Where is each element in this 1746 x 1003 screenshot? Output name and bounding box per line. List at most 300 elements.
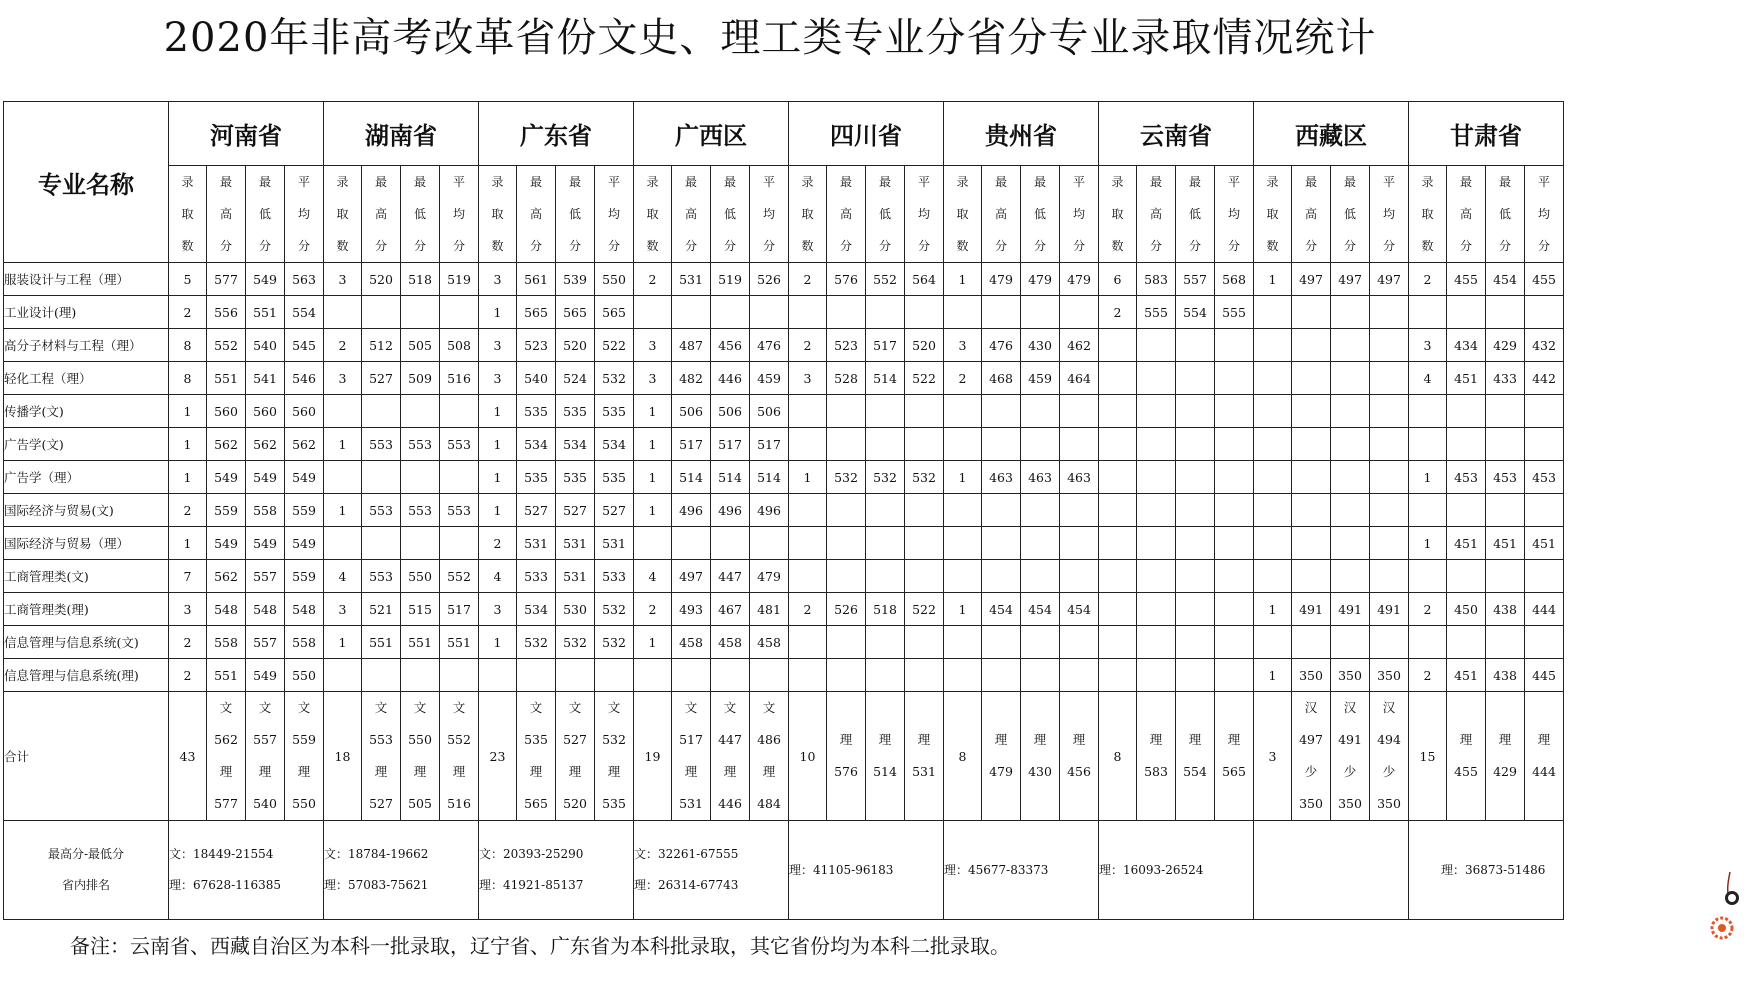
score-cell: 554 (1176, 296, 1215, 329)
score-cell: 514 (866, 362, 905, 395)
score-cell (1176, 461, 1215, 494)
score-cell (982, 428, 1021, 461)
total-score-cell: 理 583 (1137, 692, 1176, 821)
score-cell (362, 461, 401, 494)
score-cell (827, 560, 866, 593)
score-cell (1292, 461, 1331, 494)
score-cell: 517 (440, 593, 479, 626)
score-cell: 565 (595, 296, 634, 329)
score-cell: 463 (1060, 461, 1099, 494)
score-cell: 447 (711, 560, 750, 593)
rank-cell: 文：20393-25290 理：41921-85137 (479, 821, 634, 920)
column-subheader: 平 均 分 (1215, 166, 1254, 263)
table-row (4, 560, 1564, 593)
major-name: 工商管理类(文) (4, 560, 169, 593)
score-cell: 534 (595, 428, 634, 461)
score-cell: 1 (944, 461, 982, 494)
score-cell: 560 (285, 395, 324, 428)
column-subheader: 最 高 分 (1292, 166, 1331, 263)
score-cell: 520 (362, 263, 401, 296)
score-cell: 549 (246, 659, 285, 692)
total-count: 43 (169, 692, 207, 821)
table-row (4, 659, 1564, 692)
score-cell (1292, 527, 1331, 560)
score-cell (1137, 560, 1176, 593)
score-cell (1176, 527, 1215, 560)
score-cell (1409, 296, 1447, 329)
score-cell: 476 (982, 329, 1021, 362)
score-cell: 497 (1370, 263, 1409, 296)
total-score-cell: 文 553 理 527 (362, 692, 401, 821)
score-cell (1254, 329, 1292, 362)
score-cell (595, 659, 634, 692)
score-cell: 1 (169, 461, 207, 494)
column-subheader: 最 高 分 (1137, 166, 1176, 263)
column-subheader: 平 均 分 (1525, 166, 1564, 263)
score-cell (1215, 494, 1254, 527)
score-cell (1099, 560, 1137, 593)
score-cell (1486, 296, 1525, 329)
score-cell: 481 (750, 593, 789, 626)
score-cell: 468 (982, 362, 1021, 395)
score-cell (1254, 560, 1292, 593)
score-cell: 3 (324, 362, 362, 395)
score-cell: 1 (479, 626, 517, 659)
score-cell: 517 (750, 428, 789, 461)
score-cell: 438 (1486, 659, 1525, 692)
score-cell (789, 626, 827, 659)
score-cell: 2 (789, 263, 827, 296)
score-cell (1292, 560, 1331, 593)
score-cell (905, 659, 944, 692)
score-cell (905, 428, 944, 461)
column-subheader: 最 低 分 (1021, 166, 1060, 263)
score-cell: 546 (285, 362, 324, 395)
sub-header-row (4, 166, 1564, 263)
score-cell: 558 (207, 626, 246, 659)
score-cell (1099, 626, 1137, 659)
score-cell: 3 (1409, 329, 1447, 362)
column-subheader: 最 低 分 (556, 166, 595, 263)
score-cell: 350 (1331, 659, 1370, 692)
score-cell (1370, 296, 1409, 329)
score-cell: 3 (479, 593, 517, 626)
total-score-cell: 理 531 (905, 692, 944, 821)
score-cell: 559 (285, 494, 324, 527)
score-cell: 523 (827, 329, 866, 362)
score-cell: 479 (982, 263, 1021, 296)
score-cell (1060, 626, 1099, 659)
rank-cell: 理：45677-83373 (944, 821, 1099, 920)
score-cell: 1 (169, 428, 207, 461)
column-subheader: 录 取 数 (169, 166, 207, 263)
score-cell (1292, 626, 1331, 659)
score-cell (1215, 329, 1254, 362)
score-cell (634, 659, 672, 692)
score-cell: 526 (827, 593, 866, 626)
score-cell: 1 (324, 428, 362, 461)
score-cell (401, 527, 440, 560)
score-cell: 5 (169, 263, 207, 296)
column-subheader: 录 取 数 (789, 166, 827, 263)
score-cell: 565 (517, 296, 556, 329)
score-cell: 8 (169, 362, 207, 395)
score-cell: 1 (169, 395, 207, 428)
score-cell (944, 626, 982, 659)
score-cell: 491 (1331, 593, 1370, 626)
score-cell (944, 494, 982, 527)
score-cell: 532 (905, 461, 944, 494)
score-cell: 1 (1409, 461, 1447, 494)
total-score-cell: 理 576 (827, 692, 866, 821)
score-cell (1447, 428, 1486, 461)
score-cell: 531 (672, 263, 711, 296)
score-cell: 3 (324, 263, 362, 296)
score-cell (1370, 626, 1409, 659)
score-cell: 559 (285, 560, 324, 593)
score-cell: 451 (1525, 527, 1564, 560)
score-cell: 522 (595, 329, 634, 362)
score-cell (1137, 593, 1176, 626)
score-cell (1060, 296, 1099, 329)
column-subheader: 最 高 分 (362, 166, 401, 263)
score-cell: 1 (479, 428, 517, 461)
score-cell: 519 (440, 263, 479, 296)
score-cell (1525, 626, 1564, 659)
score-cell: 564 (905, 263, 944, 296)
score-cell: 438 (1486, 593, 1525, 626)
score-cell (1060, 428, 1099, 461)
score-cell: 2 (324, 329, 362, 362)
score-cell (827, 626, 866, 659)
total-score-cell: 文 486 理 484 (750, 692, 789, 821)
score-cell: 434 (1447, 329, 1486, 362)
score-cell (789, 560, 827, 593)
score-cell: 2 (634, 263, 672, 296)
province-header: 四川省 (789, 102, 944, 166)
score-cell (517, 659, 556, 692)
score-cell: 1 (169, 527, 207, 560)
rank-cell (1254, 821, 1409, 920)
score-cell (1292, 329, 1331, 362)
score-cell: 551 (401, 626, 440, 659)
score-cell (1525, 428, 1564, 461)
score-cell (1525, 296, 1564, 329)
score-cell (982, 296, 1021, 329)
rank-cell: 理：16093-26524 (1099, 821, 1254, 920)
score-cell (1060, 659, 1099, 692)
score-cell: 3 (479, 362, 517, 395)
score-cell: 1 (324, 626, 362, 659)
total-score-cell: 汉 494 少 350 (1370, 692, 1409, 821)
score-cell: 514 (711, 461, 750, 494)
score-cell (1137, 362, 1176, 395)
score-cell (324, 527, 362, 560)
score-cell: 550 (285, 659, 324, 692)
score-cell: 549 (285, 527, 324, 560)
score-cell (1331, 461, 1370, 494)
score-cell (1292, 362, 1331, 395)
score-cell: 555 (1215, 296, 1254, 329)
score-cell: 526 (750, 263, 789, 296)
score-cell: 432 (1525, 329, 1564, 362)
score-cell (1370, 362, 1409, 395)
score-cell (905, 395, 944, 428)
column-subheader: 平 均 分 (1370, 166, 1409, 263)
score-cell (1215, 626, 1254, 659)
score-cell (1409, 560, 1447, 593)
score-cell (982, 659, 1021, 692)
score-cell: 3 (324, 593, 362, 626)
total-count: 23 (479, 692, 517, 821)
score-cell (866, 560, 905, 593)
score-cell (1215, 593, 1254, 626)
score-cell (1409, 626, 1447, 659)
column-subheader: 最 低 分 (1486, 166, 1525, 263)
score-cell (866, 428, 905, 461)
score-cell: 562 (246, 428, 285, 461)
score-cell (750, 527, 789, 560)
score-cell: 551 (440, 626, 479, 659)
score-cell: 548 (207, 593, 246, 626)
score-cell: 506 (711, 395, 750, 428)
score-cell: 1 (1409, 527, 1447, 560)
score-cell: 3 (634, 362, 672, 395)
score-cell (1176, 395, 1215, 428)
score-cell: 454 (982, 593, 1021, 626)
score-cell: 514 (750, 461, 789, 494)
province-header: 湖南省 (324, 102, 479, 166)
score-cell: 451 (1447, 362, 1486, 395)
score-cell: 2 (789, 593, 827, 626)
score-cell: 2 (789, 329, 827, 362)
total-score-cell: 文 562 理 577 (207, 692, 246, 821)
score-cell (634, 527, 672, 560)
score-cell: 1 (1254, 659, 1292, 692)
score-cell: 453 (1486, 461, 1525, 494)
score-cell: 1 (1254, 593, 1292, 626)
score-cell: 1 (634, 428, 672, 461)
score-cell: 553 (440, 494, 479, 527)
score-cell: 549 (246, 461, 285, 494)
score-cell (1409, 428, 1447, 461)
score-cell (1370, 428, 1409, 461)
score-cell: 479 (1021, 263, 1060, 296)
score-cell: 1 (634, 626, 672, 659)
score-cell (1331, 428, 1370, 461)
score-cell (672, 296, 711, 329)
score-cell (982, 626, 1021, 659)
score-cell: 514 (672, 461, 711, 494)
score-cell: 521 (362, 593, 401, 626)
score-cell (1292, 494, 1331, 527)
score-cell: 1 (479, 296, 517, 329)
score-cell: 429 (1486, 329, 1525, 362)
score-cell: 528 (827, 362, 866, 395)
score-cell (944, 296, 982, 329)
score-cell: 540 (517, 362, 556, 395)
column-subheader: 录 取 数 (1409, 166, 1447, 263)
total-score-cell: 文 535 理 565 (517, 692, 556, 821)
table-row (4, 626, 1564, 659)
score-cell: 3 (169, 593, 207, 626)
major-name: 广告学(文) (4, 428, 169, 461)
score-cell (827, 659, 866, 692)
score-cell: 479 (750, 560, 789, 593)
score-cell (1254, 626, 1292, 659)
score-cell (1254, 428, 1292, 461)
score-cell (866, 395, 905, 428)
score-cell: 450 (1447, 593, 1486, 626)
score-cell (944, 527, 982, 560)
score-cell (905, 296, 944, 329)
province-header: 河南省 (169, 102, 324, 166)
column-subheader: 平 均 分 (750, 166, 789, 263)
total-count: 18 (324, 692, 362, 821)
score-cell: 350 (1292, 659, 1331, 692)
score-cell (362, 659, 401, 692)
province-header: 广西区 (634, 102, 789, 166)
score-cell: 522 (905, 362, 944, 395)
score-cell: 506 (750, 395, 789, 428)
score-cell: 565 (556, 296, 595, 329)
score-cell: 532 (556, 626, 595, 659)
total-score-cell: 文 532 理 535 (595, 692, 634, 821)
score-cell (1525, 560, 1564, 593)
footnote: 备注：云南省、西藏自治区为本科一批录取，辽宁省、广东省为本科批录取，其它省份均为本科二批录取。 (70, 934, 1010, 958)
score-cell: 530 (556, 593, 595, 626)
column-subheader: 平 均 分 (440, 166, 479, 263)
score-cell: 2 (479, 527, 517, 560)
score-cell: 2 (169, 626, 207, 659)
score-cell: 2 (634, 593, 672, 626)
score-cell: 522 (905, 593, 944, 626)
score-cell (1409, 395, 1447, 428)
score-cell (944, 428, 982, 461)
score-cell: 535 (517, 395, 556, 428)
score-cell: 563 (285, 263, 324, 296)
score-cell: 558 (285, 626, 324, 659)
score-cell: 3 (479, 263, 517, 296)
score-cell: 558 (246, 494, 285, 527)
score-cell (1137, 329, 1176, 362)
score-cell (982, 560, 1021, 593)
score-cell: 534 (556, 428, 595, 461)
score-cell: 463 (1021, 461, 1060, 494)
column-subheader: 最 高 分 (827, 166, 866, 263)
score-cell: 549 (207, 527, 246, 560)
score-cell: 459 (1021, 362, 1060, 395)
score-cell (1486, 494, 1525, 527)
score-cell (401, 659, 440, 692)
score-cell (1254, 362, 1292, 395)
score-cell (1525, 395, 1564, 428)
ornament-icon (1700, 872, 1740, 942)
column-subheader: 最 高 分 (1447, 166, 1486, 263)
score-cell: 576 (827, 263, 866, 296)
score-cell: 4 (324, 560, 362, 593)
score-cell (440, 296, 479, 329)
table-row (4, 494, 1564, 527)
score-cell (789, 296, 827, 329)
score-cell: 559 (207, 494, 246, 527)
score-cell (905, 494, 944, 527)
score-cell: 562 (207, 560, 246, 593)
table-row (4, 329, 1564, 362)
score-cell: 556 (207, 296, 246, 329)
score-cell: 540 (246, 329, 285, 362)
score-cell (324, 395, 362, 428)
score-cell: 1 (479, 395, 517, 428)
score-cell (1099, 428, 1137, 461)
major-name-header: 专业名称 (4, 102, 169, 263)
score-cell: 551 (362, 626, 401, 659)
score-cell: 2 (169, 494, 207, 527)
total-score-cell: 文 552 理 516 (440, 692, 479, 821)
score-cell: 509 (401, 362, 440, 395)
score-cell: 555 (1137, 296, 1176, 329)
score-cell (1099, 329, 1137, 362)
column-subheader: 最 高 分 (517, 166, 556, 263)
score-cell: 458 (672, 626, 711, 659)
rank-cell: 文：18784-19662 理：57083-75621 (324, 821, 479, 920)
score-cell: 433 (1486, 362, 1525, 395)
score-cell: 516 (440, 362, 479, 395)
score-cell: 454 (1060, 593, 1099, 626)
score-cell: 517 (711, 428, 750, 461)
total-score-cell: 文 559 理 550 (285, 692, 324, 821)
score-cell: 1 (634, 395, 672, 428)
score-cell (1215, 362, 1254, 395)
score-cell (789, 395, 827, 428)
column-subheader: 最 高 分 (207, 166, 246, 263)
score-cell (1254, 527, 1292, 560)
score-cell: 531 (595, 527, 634, 560)
total-count: 8 (1099, 692, 1137, 821)
score-cell (1021, 626, 1060, 659)
score-cell: 2 (1409, 593, 1447, 626)
score-cell: 508 (440, 329, 479, 362)
total-score-cell: 理 444 (1525, 692, 1564, 821)
score-cell: 557 (1176, 263, 1215, 296)
score-cell (1060, 494, 1099, 527)
score-cell (1099, 362, 1137, 395)
score-cell: 553 (401, 494, 440, 527)
score-cell (789, 527, 827, 560)
total-score-cell: 文 550 理 505 (401, 692, 440, 821)
major-name: 服装设计与工程（理） (4, 263, 169, 296)
major-name: 工商管理类(理) (4, 593, 169, 626)
score-cell (1099, 593, 1137, 626)
score-cell (1331, 329, 1370, 362)
total-score-cell: 汉 497 少 350 (1292, 692, 1331, 821)
score-cell (1176, 362, 1215, 395)
total-count: 8 (944, 692, 982, 821)
column-subheader: 平 均 分 (285, 166, 324, 263)
score-cell (1292, 296, 1331, 329)
score-cell (1060, 395, 1099, 428)
score-cell: 548 (285, 593, 324, 626)
score-cell (1254, 296, 1292, 329)
score-cell: 518 (401, 263, 440, 296)
score-cell: 557 (246, 560, 285, 593)
score-cell: 531 (556, 560, 595, 593)
score-cell: 535 (595, 395, 634, 428)
score-cell (1370, 527, 1409, 560)
score-cell: 445 (1525, 659, 1564, 692)
score-cell: 532 (827, 461, 866, 494)
rank-cell: 理：41105-96183 (789, 821, 944, 920)
